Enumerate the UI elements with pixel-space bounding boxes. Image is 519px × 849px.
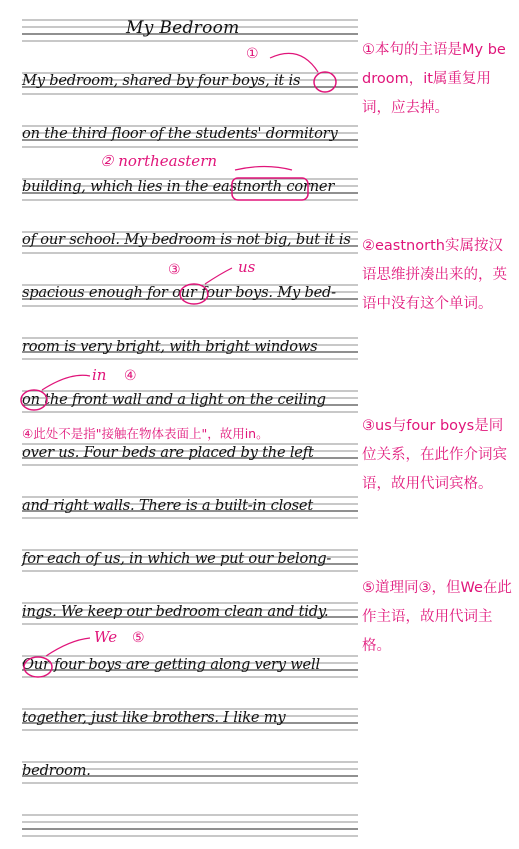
correction-label-4: in <box>92 366 107 384</box>
essay-line-6: room is very bright, with bright windows <box>22 338 318 355</box>
essay-line-9: and right walls. There is a built-in closet <box>22 497 314 514</box>
correction-number-1: ① <box>246 46 259 62</box>
essay-title: My Bedroom <box>126 18 240 38</box>
correction-label-5: We <box>94 628 118 646</box>
box-mark-2 <box>232 178 308 200</box>
pointer-mark-5 <box>46 638 90 656</box>
essay-line-7: on the front wall and a light on the ceiling <box>22 391 326 408</box>
essay-line-11: ings. We keep our bedroom clean and tidy. <box>22 603 329 620</box>
essay-line-3: building, which lies in the eastnorth corner <box>22 178 335 195</box>
essay-line-2: on the third floor of the students' dormitory <box>22 125 338 142</box>
essay-line-5: spacious enough for our four boys. My bed- <box>22 284 336 301</box>
circle-mark-3 <box>180 284 208 304</box>
circle-mark-1 <box>314 72 336 92</box>
margin-note-2: ②eastnorth实属按汉语思维拼凑出来的，英语中没有这个单词。 <box>362 238 507 312</box>
essay-line-14: bedroom. <box>22 762 91 779</box>
margin-note-5: ⑤道理同③，但We在此作主语，故用代词主格。 <box>362 580 512 654</box>
margin-note-3: ③us与four boys是同位关系，在此作介词宾语，故用代词宾格。 <box>362 418 507 492</box>
pointer-mark-3 <box>205 268 232 284</box>
correction-label-2: ② northeastern <box>100 152 218 170</box>
essay-line-13: together, just like brothers. I like my <box>22 709 286 726</box>
correction-inline-note-4: ④此处不是指"接触在物体表面上"，故用in。 <box>22 426 269 441</box>
correction-label-3: us <box>238 258 256 276</box>
correction-number-3: ③ <box>168 262 181 278</box>
correction-number-5: ⑤ <box>132 630 145 646</box>
essay-line-12: Our four boys are getting along very well <box>22 656 320 673</box>
circle-mark-5 <box>24 657 52 677</box>
circle-mark-4 <box>21 390 47 410</box>
margin-note-1: ①本句的主语是My bedroom，it属重复用词，应去掉。 <box>362 42 506 116</box>
essay-line-4: of our school. My bedroom is not big, but it is <box>22 231 351 248</box>
correction-number-4: ④ <box>124 368 137 384</box>
essay-line-1: My bedroom, shared by four boys, it is <box>22 72 301 89</box>
pointer-mark-4 <box>42 375 90 390</box>
pointer-mark-1 <box>270 53 318 72</box>
essay-line-10: for each of us, in which we put our belong- <box>22 550 332 567</box>
essay-line-8: over us. Four beds are placed by the left <box>22 444 314 461</box>
pointer-mark-2 <box>235 167 292 171</box>
